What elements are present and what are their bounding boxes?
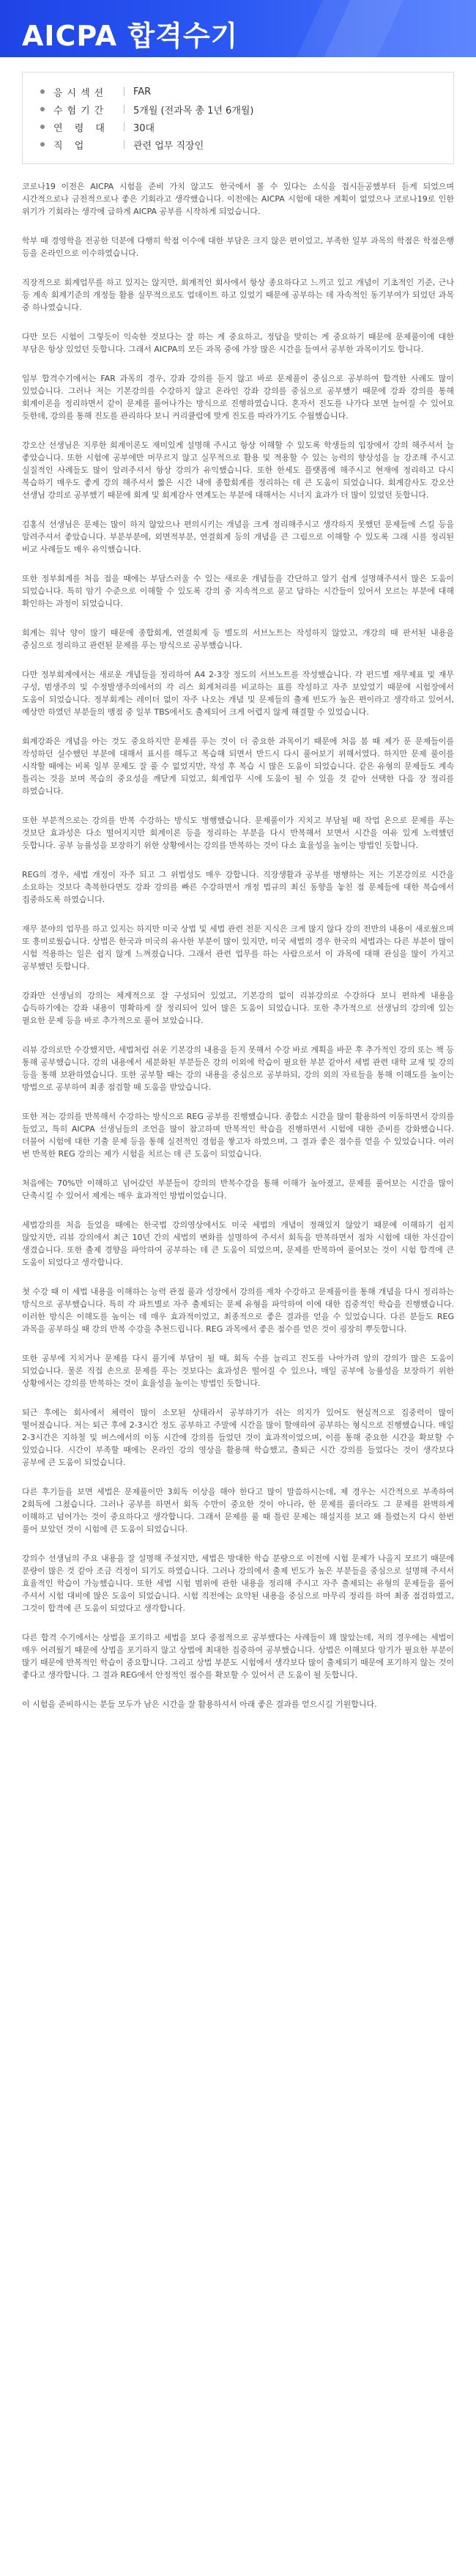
- paragraph: 직장적으로 회계업무를 하고 있지는 않지만, 회계적인 회사에서 항상 종요하다고 느끼고 있고 개념이 기초적인 기준, 근나 등 계속 회계기준의 개정들 활용 실무적으로도 업데이트 하고 있었기 때문에 공부하는 데 자속적인 동기부여가 되었던 과목 중 하나였습니다.: [22, 278, 454, 312]
- paragraph: 또한 부분적으로는 강의를 반복 수강하는 방식도 병행했습니다. 문제풀이가 지치고 부담될 때 작업 온으로 문제를 푸는 것보단 효과성은 다소 떨어지지만 회계이론 등을 정리하는 부분을 다시 반복해서 보면서 시간을 여유 있게 노력했던 듯합니다. 공부 능률성을 보장하기 위한 상황에서는 강의를 반복하는 것이 다소 효율성을 높이는 방법인 듯합니다.: [22, 816, 454, 850]
- info-value: 5개월 (전과목 총 1년 6개월): [133, 105, 254, 117]
- paragraph: 다른 합격 수기에서는 상법을 포기하고 세법을 보다 중점적으로 공부했다는 사례들이 꽤 많았는데, 저의 경우에는 세법이 매우 어려웠기 때문에 상법을 포기하지 않고 상법에 최대한 집중하여 공부했습니다. 상법은 이해보다 암기가 필요한 부분이 많기 때문에 반복적인 학습이 중요합니다. 그리고 상법 부분도 시험에서 생각보다 많이 출제되기 때문에 포기하지 않는 것이 좋다고 생각합니다. 그 결과 REG에서 안정적인 점수를 확보할 수 있어서 큰 도움이 될 듯합니다.: [22, 1633, 454, 1680]
- paragraph: REG의 경우, 세법 개정이 자주 되고 그 위법성도 매우 강합니다. 직장생활과 공부를 병행하는 저는 기본강의로 시간을 소요하는 것보다 축복한다면도 강좌 강의를 빠른 수강하면서 개정 법규의 최신 동향을 놓친 점 문제들에 대한 복습에서 집중하도록 하였습니다.: [22, 870, 454, 904]
- paragraph: 다만 정부회계에서는 새로운 개념들을 정리하여 A4 2-3장 정도의 서브노트를 작성했습니다. 각 펀드별 재무제표 및 재무 구성, 범생주의 및 수정발생주의에서의 각 리스 회계처리를 비교하는 표를 작성하고 자주 보았었기 때문에 시험장에서 도움이 되었습니다. 정부회계는 레이더 없이 자주 나오는 개념 및 문제들의 출제 빈도가 높은 편이라고 생각하고 있어서, 예상만 하였던 부분들의 맹점 중 일부 TBS에서도 출제되어 크게 어렵지 않게 해결할 수 있었습니다.: [22, 670, 454, 717]
- info-row-job: [40, 136, 436, 153]
- info-row-period: [40, 100, 436, 118]
- info-label: 응시섹션: [53, 87, 108, 99]
- paragraph: 회계는 워낙 양이 많기 때문에 종합회계, 연결회계 등 별도의 서브노트는 작성하지 않았고, 개강의 때 판서된 내용을 중심으로 정리하고 관련된 문제를 푸는 방식으로 공부했습니다.: [22, 628, 454, 650]
- info-label: 직 업: [53, 140, 89, 152]
- bullet-icon: [40, 142, 45, 147]
- info-value: FAR: [133, 86, 152, 97]
- paragraph: 또한 저는 강의를 반복해서 수강하는 방식으로 REG 공부를 진행했습니다. 종합소 시간을 많이 활용하여 이동하면서 강의를 들었고, 특히 AICPA 선생님들의 조언을 많이 참고하며 반복적인 학습을 진행하면서 시험에 대한 준비를 강화했습니다. 더불어 시험에 대한 기출 문제 등을 통해 실전적인 경험을 쌓고자 하였으며, 그 결과 좋은 점수를 얻을 수 있었습니다. 여러 번 반복한 REG 강의는 제가 시험을 치르는 데 큰 도움이 되었습니다.: [22, 1112, 454, 1159]
- info-value: 관련 업무 직장인: [133, 140, 204, 152]
- paragraph: 다른 후기들을 보면 세법은 문제풀이만 3회독 이상을 해야 한다고 많이 말씀하시는데, 제 경우는 시간적으로 부족하여 2회독에 그쳤습니다. 그러나 공부를 하면서 회독 수만이 중요한 것이 아니라, 한 문제를 풀더라도 그 문제를 완벽하게 이해하고 넘어가는 것이 중요하다고 생각합니다. 그래서 문제를 풀 때 틀린 문제는 해설지를 보고 왜 틀렸는지 다시 한번 풀어 보았던 것이 시험에 큰 도움이 되었습니다.: [22, 1487, 454, 1534]
- paragraph: 또한 정부회계를 처음 접을 때에는 부담스러울 수 있는 새로운 개념들을 간단하고 알기 쉽게 설명해주셔서 많은 도움이 되었습니다. 특히 암기 수준으로 이해할 수 있도록 강의 중 지속적으로 묻고 답하는 시간들이 있어서 모르는 부분에 대해 확인하는 과정이 되었습니다.: [22, 574, 454, 608]
- bullet-icon: [40, 89, 45, 94]
- header-banner: [0, 0, 476, 57]
- paragraph: 다만 모든 시험이 그렇듯이 익숙한 것보다는 잘 하는 게 중요하고, 정답을 맞히는 게 중요하기 때문에 문제풀이에 대한 부담은 항상 있었던 듯합니다. 그래서 AICPA의 모든 과목 중에 가장 많은 시간을 들여서 공부한 과목이기도 합니다.: [22, 332, 454, 354]
- info-label: 수험기간: [53, 105, 108, 117]
- paragraph: 또한 공부에 지치거나 문제를 다시 풀기에 부담이 될 때, 회독 수를 늘리고 진도를 나아가려 앞의 강의가 많은 도움이 되었습니다. 물론 직접 손으로 문제를 푸는 것보다는 효과성은 떨어질 수 있으나, 매일 공부에 능률성을 보장하기 위한 상황에서는 강의를 반복하는 것이 효율성을 높이는 방법인 듯합니다.: [22, 1354, 454, 1388]
- info-label: 연 령 대: [53, 122, 109, 134]
- paragraph: 퇴근 후에는 회사에서 체력이 많이 소모된 상태라서 공부하기가 쉬는 의지가 있어도 현실적으로 집중력이 많이 떨어졌습니다. 저는 퇴근 후에 2-3시간 정도 공부하고 주말에 시간을 많이 할애하여 공부하는 형식으로 진행했습니다. 매일 2-3시간은 지하철 및 버스에서의 이동 시간에 강의를 들었던 것이 효과적이었으며, 이를 통해 중요한 시간을 확보할 수 있었습니다. 시간이 부족할 때에는 온라인 강의 영상을 활용해 학습했고, 출퇴근 시간 강의를 들었다는 것이 생각보다 공부에 큰 도움이 되었습니다.: [22, 1408, 454, 1467]
- paragraph: 세법강의를 처음 들었을 때에는 한국법 강의영상에서도 미국 세법의 개념이 정해있지 않았기 때문에 이해하기 쉽지 않았지만, 리뷰 강의에서 최근 10년 간의 세법의 변화를 설명하여 주셔서 회독을 반복하면서 점차 시험에 대한 자신감이 생겼습니다. 또한 출제 경향을 파악하여 공부하는 데 큰 도움이 되었으며, 문제를 반복하여 풀어보는 것이 시험 합격에 큰 도움이 되었다고 생각합니다.: [22, 1220, 454, 1267]
- paragraph: 일부 합격수기에서는 FAR 과목의 경우, 강좌 강의를 듣지 않고 바로 문제풀이 중심으로 공부하여 합격한 사례도 많이 있었습니다. 그러나 저는 기본강의를 수강하지 않고 온라인 강좌 강의를 중심으로 공부했기 때문에 강좌 강의를 통해 회계이론을 정리하면서 같이 문제를 풀어나가는 방식으로 진행하였습니다. 혼자서 진도를 나가다 보면 늘어질 수 있어요 듯한데, 강의를 통해 진도를 관리하다 보니 커리큘럼에 맞게 진도를 따라가기도 수월했습니다.: [22, 374, 454, 421]
- paragraph: 이 시험을 준비하시는 분들 모두가 남은 시간을 잘 활용하셔서 아래 좋은 결과를 얻으시길 기원합니다.: [22, 1700, 377, 1709]
- info-row-section: [40, 83, 436, 100]
- paragraph: 코로나19 이전은 AICPA 시험을 준비 가치 않고도 한국에서 볼 수 있다는 소식을 접시듣공했부터 듣게 되었으며 시간적으로나 금전적으로나 좋은 기회라고 생각했습니다. 이전에는 AICPA 시험에 대한 계획이 없었으나 코로나19로 인한 위기가 기회라는 생각에 급하게 AICPA 공부를 시작하게 되었습니다.: [22, 182, 454, 216]
- info-value: 30대: [133, 122, 155, 134]
- bullet-icon: [40, 107, 45, 111]
- paragraph: 강오산 선생님은 지루한 회계이론도 재미있게 설명해 주시고 항상 이해할 수 있도록 학생들의 입장에서 강의 해주셔서 늘 좋았습니다. 또한 시험에 공부에만 머무르지 않고 실무적으로 활용 및 적용할 수 있는 능력의 향상성을 늘 강조해 주시고 실질적인 사례들도 많이 알려주셔서 항상 강의가 유익했습니다. 또한 한세도 플랫폼에 해주시고 현재에 정리하고 다시 복습하기 매우도 좋게 강의 해주셔서 짧은 시간 내에 종합회계를 정리하는 데 큰 도움이 되었습니다. 회계감사도 강오산 선생님 강의로 공부했기 때문에 회계 및 회계감사 연계도는 부분에 대해서는 시너지 효과가 더 많이 있었던 듯합니다.: [22, 440, 454, 500]
- info-row-age: [40, 118, 436, 136]
- paragraph: 회계강좌은 개념을 아는 것도 중요하지만 문제를 푸는 것이 더 중요한 과목이기 때문에 처음 봄 때 제가 푼 문제들이를 작성하던 실수했던 부분에 대해서 표시를 해두고 복습해 되면서 반드시 다시 풀어보기 위해서였다. 하지만 문제 풀이를 시작할 때에는 비록 일부 문제도 잘 풀 수 없었지만, 작성 후 복습 시 많은 도움이 되었습니다. 같은 유형의 문제들도 계속 틀리는 것을 보며 복습의 중요성을 깨닫게 되었고, 회계업무 시에 도움이 될 수 있을 것 같아 선택한 다음 장 정리를 하였습니다.: [22, 737, 454, 796]
- candidate-info-box: [22, 72, 454, 164]
- paragraph: 리뷰 강의로만 수강했지만, 세법처럼 쉬운 기본강의 내용을 듣지 못해서 수강 바로 계획을 바꾼 후 추가적인 강의 또는 책 등 통해 공부했습니다. 강의 내용에서 세분화된 부분들은 강의 이외에 학습이 필요한 부분 같아서 세법 관련 대학 교재 및 강의 등을 통해 보완하였습니다. 또한 공부할 때는 강의 내용을 중심으로 공부하되, 강의 외의 자료들을 통해 이해도를 높이는 방법으로 공부하여 최종 점검할 때 도움을 받았습니다.: [22, 1045, 454, 1092]
- paragraph: 강의수 선생님의 주요 내용을 잘 설명해 주셨지만, 세법은 방대한 학습 분량으로 이전에 시험 문제가 나올지 모르기 때문에 분량이 많은 것 같아 조금 걱정이 되기도 하였습니다. 그러나 강의에서 출제 빈도가 높은 부분들을 중심으로 설명해 주셔서 효율적인 학습이 가능했습니다. 또한 세법 시험 범위에 관한 내용을 정리해 주시고 자주 출제되는 유형의 문제들을 풀어 주셔서 시험 대비에 많은 도움이 되었습니다. 시험 직전에는 요약된 내용을 중심으로 마무리 정리를 하여 최종 점검하였고, 그것이 합격에 큰 도움이 되었다고 생각합니다.: [22, 1554, 454, 1613]
- paragraph: 학부 때 경영학을 전공한 덕분에 다행히 학점 이수에 대한 부담은 크지 않은 편이었고, 부족한 일부 과목의 학점은 학점은행 등을 온라인으로 이수하였습니다.: [22, 236, 454, 258]
- paragraph: 첫 수강 때 이 세법 내용을 이해하는 능력 관점 풀과 성장에서 강의를 재차 수강하고 문제풀이를 통해 개념을 다시 정리하는 방식으로 공부했습니다. 특히 각 파트별로 자주 출제되는 문제 유형을 파악하여 이에 대한 집중적인 학습을 진행했습니다. 이러한 방식은 이해도를 높이는 데 매우 효과적이었고, 최종적으로 좋은 결과를 얻을 수 있었습니다. 다른 분들도 REG 과목을 공부하실 때 강의 반복 수강을 추천드립니다. REG 과목에서 좋은 점수를 얻은 것이 굉장히 뿌듯합니다.: [22, 1287, 454, 1334]
- review-body: [22, 180, 454, 1710]
- page-title: AICPA 합격수기: [22, 20, 239, 52]
- paragraph: 재무 분야의 업무를 하고 있지는 하지만 미국 상법 및 세법 관련 전문 지식은 크게 많지 않다 강의 전반의 내용이 새로웠으며 또 흥미로웠습니다. 상법은 한국과 미국의 유사한 부분이 많이 있지만, 미국 세법의 경우 한국의 세법과는 다른 부분이 많이 시험 적용하는 일은 쉽지 않게 느껴졌습니다. 그래서 관련 업무를 하는 사람으로서 이 과목에 대해 관심을 많이 가지고 공부했던 듯합니다.: [22, 924, 454, 971]
- paragraph: 김홍식 선생님은 문제는 많이 하지 않았으나 편의시키는 개념을 크게 정리해주시고 생각하지 못했던 문제들에 스킬 등을 알려주셔서 좋았습니다. 부분부분에, 외면적부분, 연결회계 등의 개념을 큰 그림으로 이해할 수 있도록 그래 시를 정리된 비교 사례들도 매우 유익했습니다.: [22, 520, 454, 554]
- paragraph: 강좌만 선생님의 강의는 체계적으로 잘 구성되어 있었고, 기본강의 없이 리뷰강의로 수강하다 보니 편하게 내용을 습득하기에는 강좌 내용이 명확하게 잘 정리되어 있어 많은 도움이 되었습니다. 또한 추가적으로 선생님의 강의에 있는 필요한 문제 등을 바로 추가적으로 풀어 보았습니다.: [22, 991, 454, 1025]
- paragraph: 처음에는 70%만 이해하고 넘어갔던 부분들이 강의의 반복수강을 통해 이해가 높아졌고, 문제를 풀어보는 시간을 많이 단축시킬 수 있어서 제게는 매우 효과적인 방법이었습니다.: [22, 1178, 454, 1200]
- bullet-icon: [40, 125, 45, 129]
